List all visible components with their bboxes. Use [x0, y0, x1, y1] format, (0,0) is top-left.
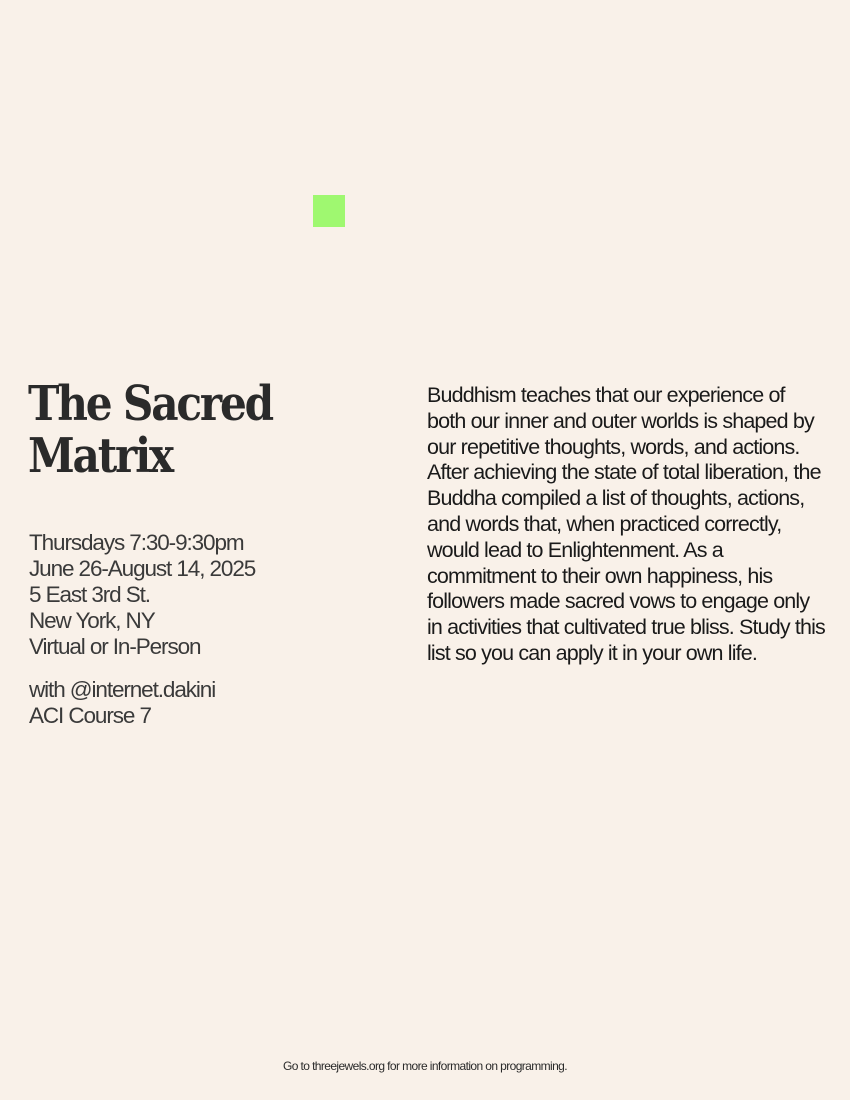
event-details	[29, 530, 255, 660]
description-paragraph-2: After achieving the state of total liberation, the Buddha compiled a list of thoughts, actions, and words that, when practiced correctly, would lead to Enlightenment. As a commitment to their own happiness, his followers made sacred vows to engage only in activities that cultivated true bliss. Study this list so you can apply it in your own life.	[427, 460, 825, 665]
event-address: 5 East 3rd St.	[29, 582, 150, 607]
footer-note: Go to threejewels.org for more information on programming.	[282, 1059, 567, 1073]
description-paragraph-1: Buddhism teaches that our experience of both our inner and outer worlds is shaped by our repetitive thoughts, words, and actions.	[427, 383, 814, 459]
event-dates: June 26-August 14, 2025	[29, 556, 256, 581]
title-line-1: The Sacred	[28, 376, 272, 432]
accent-square	[313, 195, 345, 227]
event-city: New York, NY	[29, 608, 155, 633]
event-schedule: Thursdays 7:30-9:30pm	[29, 530, 244, 555]
teacher-handle: with @internet.dakini	[29, 677, 216, 702]
host-info	[29, 677, 215, 729]
event-format: Virtual or In-Person	[29, 634, 201, 659]
course-description	[427, 383, 827, 667]
course-name: ACI Course 7	[29, 703, 151, 728]
title-line-2: Matrix	[28, 428, 172, 484]
page-title	[28, 378, 272, 482]
